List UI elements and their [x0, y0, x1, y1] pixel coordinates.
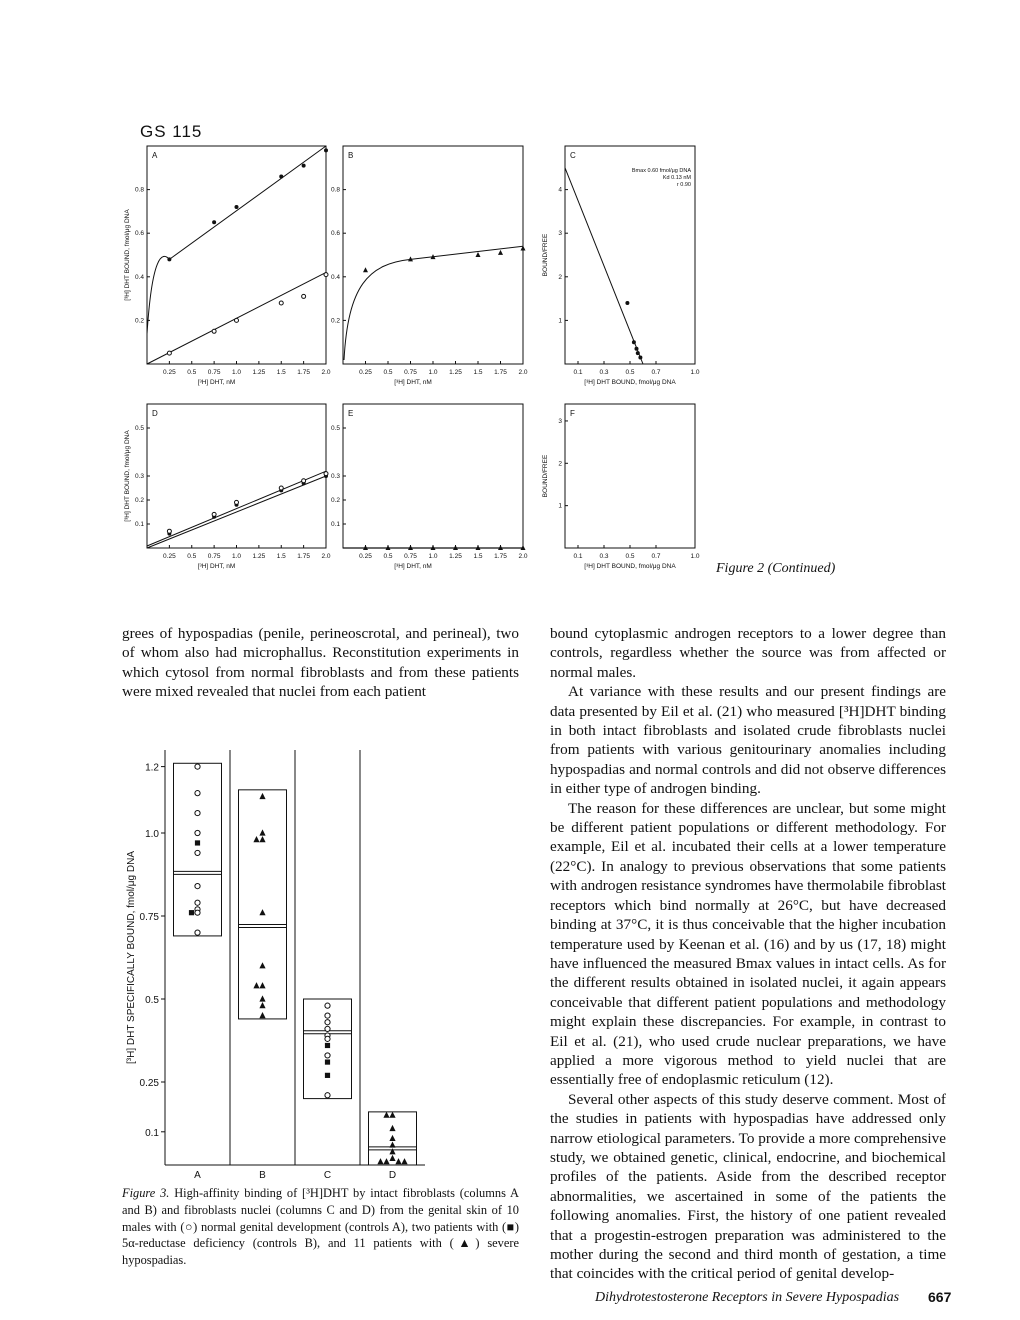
data-point [195, 930, 200, 935]
y-axis-label: [³H] DHT BOUND, fmol/μg DNA [124, 209, 131, 301]
figure-label: GS 115 [140, 122, 203, 141]
x-tick-label: 0.3 [599, 369, 609, 376]
x-tick-label: 1.0 [690, 553, 700, 560]
scatchard-annotation: Bmax 0.60 fmol/μg DNA [631, 168, 691, 174]
x-tick-label: 2.0 [518, 369, 528, 376]
x-tick-label: 2.0 [321, 369, 331, 376]
x-tick-label: 1.0 [428, 369, 438, 376]
data-point [325, 1093, 330, 1098]
y-tick-label: 0.6 [330, 230, 340, 238]
data-point [498, 250, 503, 255]
data-point [167, 257, 171, 261]
x-axis-label: [³H] DHT, nM [394, 379, 432, 386]
data-point [325, 1073, 330, 1078]
running-footer: Dihydrotestosterone Receptors in Severe Hypospadias [595, 1290, 900, 1305]
regression-line-1 [147, 476, 326, 548]
y-tick-label: 0.3 [134, 473, 144, 480]
x-tick-label: 1.75 [297, 553, 310, 560]
right-column-text [550, 624, 946, 1284]
data-point [324, 148, 328, 152]
y-tick-label: 1 [558, 502, 562, 510]
data-point [259, 995, 265, 1001]
x-axis-label: [³H] DHT BOUND, fmol/μg DNA [584, 379, 676, 386]
left-column-text [122, 624, 519, 702]
data-point [259, 909, 265, 915]
y-tick-label: 0.8 [330, 186, 340, 194]
x-axis-label: [³H] DHT, nM [197, 563, 236, 570]
panel-letter: B [348, 151, 354, 160]
data-point [259, 1012, 265, 1018]
data-point [235, 500, 239, 504]
data-point [625, 301, 629, 305]
y-tick-label: 2 [558, 460, 562, 468]
figure3-label: Figure 3. [122, 1186, 170, 1200]
y-axis-label: BOUND/FREE [542, 454, 549, 498]
data-point [325, 1020, 330, 1025]
data-point [401, 1158, 407, 1164]
x-tick-label: 1.0 [428, 553, 438, 560]
y-tick-label: 0.5 [330, 425, 340, 432]
data-point [167, 351, 171, 355]
x-tick-label: 1.0 [231, 369, 242, 376]
data-point [635, 347, 639, 351]
data-point [632, 340, 636, 344]
data-point [195, 850, 200, 855]
data-point [259, 982, 265, 988]
data-point [212, 512, 216, 516]
right-paragraph-4: Several other aspects of this study deserve comment. Most of the studies in patients with hypospadias have addressed only narrow etiological parameters. To provide a more comprehensive study, we obtained genetic, clinical, endocrine, and biochemical profiles of the patients. Aside from the described receptor abnormalities, we ascertained in some of the patients the following anomalies. First, the history of one patient revealed that a progestin-estrogen preparation was administered to the mother during the second and third month of gestation, a time that coincides with the critical period of genital develop- [550, 1090, 946, 1283]
data-point [259, 836, 265, 842]
data-point [302, 294, 306, 298]
regression-line-2 [147, 471, 326, 546]
x-tick-label: 0.7 [651, 553, 661, 560]
group-A [174, 763, 222, 1180]
x-tick-label: 0.25 [163, 369, 176, 376]
data-point [195, 910, 200, 915]
x-tick-label: 1.0 [231, 553, 242, 560]
y-tick-label: 1.2 [145, 762, 159, 774]
scatchard-annotation: Kd 0.13 nM [662, 175, 691, 181]
y-tick-label: 0.4 [330, 273, 340, 281]
data-point [195, 884, 200, 889]
data-point [325, 1026, 330, 1031]
data-point [189, 910, 194, 915]
data-point [389, 1112, 395, 1118]
y-tick-label: 2 [558, 273, 562, 281]
group-D [369, 1112, 417, 1180]
y-tick-label: 0.4 [134, 273, 144, 281]
left-paragraph: grees of hypospadias (penile, perineoscrotal, and perineal), two of whom also had microphallus. Reconstitution experiments in which cytosol from normal fibroblasts and from these patients were mixed revealed that nuclei from each patient [122, 625, 519, 701]
y-tick-label: 1.0 [145, 829, 159, 840]
saturation-curve [147, 146, 326, 334]
data-point [235, 205, 239, 209]
x-tick-label: 0.75 [404, 369, 417, 376]
x-tick-label: 0.5 [625, 553, 635, 560]
x-tick-label: 1.5 [276, 553, 286, 560]
y-tick-label: 0.3 [330, 473, 340, 480]
data-point [279, 301, 283, 305]
data-point [383, 1158, 389, 1164]
group-B [239, 790, 287, 1180]
y-tick-label: 0.75 [139, 912, 159, 923]
x-tick-label: 0.25 [359, 369, 372, 376]
x-tick-label: 0.1 [573, 553, 583, 560]
data-point [259, 1002, 265, 1008]
x-axis-label: [³H] DHT BOUND, fmol/μg DNA [584, 563, 676, 570]
data-point [279, 486, 283, 490]
data-point [389, 1141, 395, 1147]
data-point [253, 836, 259, 842]
x-category-label: C [323, 1170, 332, 1180]
x-tick-label: 0.5 [383, 553, 393, 560]
panel-E [331, 404, 528, 570]
y-tick-label: 0.2 [134, 497, 144, 504]
panel-letter: C [570, 151, 576, 160]
data-point [212, 220, 216, 224]
data-point [195, 810, 200, 815]
data-point [195, 900, 200, 905]
data-point [325, 1036, 330, 1041]
data-point [638, 355, 642, 359]
y-tick-label: 3 [558, 417, 562, 425]
panel-letter: F [570, 409, 575, 418]
x-tick-label: 0.25 [359, 553, 372, 560]
figure3-chart [120, 740, 430, 1180]
panel-B [331, 146, 528, 386]
x-category-label: A [194, 1170, 201, 1180]
x-tick-label: 0.75 [207, 553, 221, 560]
scatchard-annotation: r 0.90 [676, 182, 691, 188]
x-tick-label: 0.5 [187, 553, 197, 560]
x-tick-label: 1.5 [473, 553, 483, 560]
right-paragraph-2: At variance with these results and our present findings are data presented by Eil et al. (21) who measured [³H]DHT binding in both intact fibroblasts and isolated crude fibroblasts nuclei from patients with various genitourinary anomalies including hypospadias and normal controls and did not observe differences in either type of androgen binding. [550, 683, 946, 798]
x-tick-label: 1.25 [252, 553, 266, 560]
x-tick-label: 0.25 [163, 553, 176, 560]
x-tick-label: 1.75 [494, 553, 507, 560]
x-tick-label: 0.7 [651, 369, 661, 376]
panel-letter: D [152, 409, 158, 418]
x-category-label: D [388, 1170, 397, 1180]
saturation-curve [344, 246, 523, 360]
data-point [325, 1053, 330, 1058]
data-point [302, 164, 306, 168]
x-tick-label: 1.25 [449, 553, 462, 560]
y-axis-label: [³H] DHT SPECIFICALLY BOUND, fmol/μg DNA [126, 850, 137, 1065]
x-tick-label: 0.5 [383, 369, 393, 376]
x-tick-label: 0.75 [207, 369, 221, 376]
x-tick-label: 1.25 [449, 369, 462, 376]
panel-letter: E [348, 409, 354, 418]
data-point [195, 791, 200, 796]
y-tick-label: 4 [558, 186, 562, 194]
y-tick-label: 0.2 [330, 317, 340, 325]
x-tick-label: 1.5 [276, 369, 286, 376]
y-tick-label: 0.1 [330, 521, 340, 528]
figure3-caption [122, 1185, 519, 1269]
data-point [259, 793, 265, 799]
data-point [325, 1013, 330, 1018]
y-tick-label: 0.25 [139, 1078, 159, 1089]
data-point [389, 1148, 395, 1154]
data-point [389, 1125, 395, 1131]
data-point [195, 764, 200, 769]
data-point [325, 1003, 330, 1008]
panel-frame [147, 404, 326, 548]
data-point [167, 529, 171, 533]
data-point [212, 329, 216, 333]
right-paragraph-3: The reason for these differences are unclear, but some might be different patient populations or different methodology. For example, Eil et al. incubated their cells at a lower temperature (22°C). In analogy to previous observations that some patients with androgen resistance syndromes have thermolabile fibroblast receptors which bind normally at 26°C, but have decreased binding at 37°C, it is thus conceivable that the higher incubation temperature used by Keenan et al. (16) and by us (17, 18) might have influenced the measured Bmax values in intact cells. As for the different results obtained in isolated nuclei, it again appears conceivable that different patient populations and methodology might explain these discrepancies. For example, in contrast to Eil et al. (21), who used crude nuclear preparations, we have applied a more vigorous method to yield nuclei that are essentially free of endoplasmic reticulum (12). [550, 799, 946, 1089]
data-point [377, 1158, 383, 1164]
panel-letter: A [152, 151, 158, 160]
right-paragraph-1: bound cytoplasmic androgen receptors to a lower degree than controls, regardless whether the source was from affected or normal males. [550, 625, 946, 681]
x-tick-label: 0.75 [404, 553, 417, 560]
y-axis-label: BOUND/FREE [542, 233, 549, 277]
x-tick-label: 0.5 [187, 369, 197, 376]
x-category-label: B [259, 1170, 266, 1180]
data-point [259, 962, 265, 968]
y-tick-label: 3 [558, 230, 562, 238]
data-point [302, 479, 306, 483]
data-point [395, 1158, 401, 1164]
data-point [636, 351, 640, 355]
x-axis-label: [³H] DHT, nM [394, 563, 432, 570]
figure2-panels [0, 0, 1020, 600]
panel-C [542, 146, 700, 386]
panel-frame [147, 146, 326, 364]
y-tick-label: 0.2 [134, 317, 144, 325]
y-tick-label: 0.2 [330, 497, 340, 504]
scatchard-line [565, 168, 643, 364]
y-tick-label: 1 [558, 317, 562, 325]
data-point [195, 840, 200, 845]
page-number: 667 [928, 1289, 952, 1305]
panel-A [124, 146, 331, 386]
panel-D [124, 404, 331, 570]
panel-frame [343, 404, 523, 548]
data-point [259, 829, 265, 835]
data-point [389, 1135, 395, 1141]
x-tick-label: 0.3 [599, 553, 609, 560]
y-axis-label: [³H] DHT BOUND, fmol/μg DNA [124, 430, 131, 522]
x-tick-label: 1.75 [297, 369, 310, 376]
group-C [304, 999, 352, 1180]
data-point [235, 318, 239, 322]
panel-F [542, 404, 700, 570]
panel-frame [565, 404, 695, 548]
y-tick-label: 0.5 [134, 425, 144, 432]
data-point [325, 1059, 330, 1064]
data-point [324, 472, 328, 476]
x-tick-label: 1.0 [690, 369, 700, 376]
x-tick-label: 2.0 [321, 553, 331, 560]
data-point [253, 982, 259, 988]
x-tick-label: 1.25 [252, 369, 266, 376]
data-point [195, 830, 200, 835]
x-tick-label: 1.5 [473, 369, 483, 376]
data-point [476, 252, 481, 257]
figure3-caption-text: High-affinity binding of [³H]DHT by intact fibroblasts (columns A and B) and fibroblasts nuclei (columns C and D) from the genital skin of 10 males with (○) normal genital development (controls A), two patients with (■) 5α-reductase deficiency (controls B), and 11 patients with (▲) severe hypospadias. [122, 1186, 519, 1268]
y-tick-label: 0.8 [134, 186, 144, 194]
y-tick-label: 0.5 [145, 995, 159, 1006]
data-point [324, 273, 328, 277]
x-tick-label: 1.75 [494, 369, 507, 376]
data-point [389, 1155, 395, 1161]
y-tick-label: 0.1 [145, 1127, 159, 1139]
x-tick-label: 0.1 [573, 369, 583, 376]
y-tick-label: 0.1 [134, 521, 144, 528]
data-point [383, 1112, 389, 1118]
figure2-caption: Figure 2 (Continued) [716, 561, 836, 576]
x-axis-label: [³H] DHT, nM [197, 379, 236, 386]
data-point [363, 267, 368, 272]
data-point [325, 1043, 330, 1048]
data-point [279, 175, 283, 179]
y-tick-label: 0.6 [134, 230, 144, 238]
x-tick-label: 0.5 [625, 369, 635, 376]
x-tick-label: 2.0 [518, 553, 528, 560]
